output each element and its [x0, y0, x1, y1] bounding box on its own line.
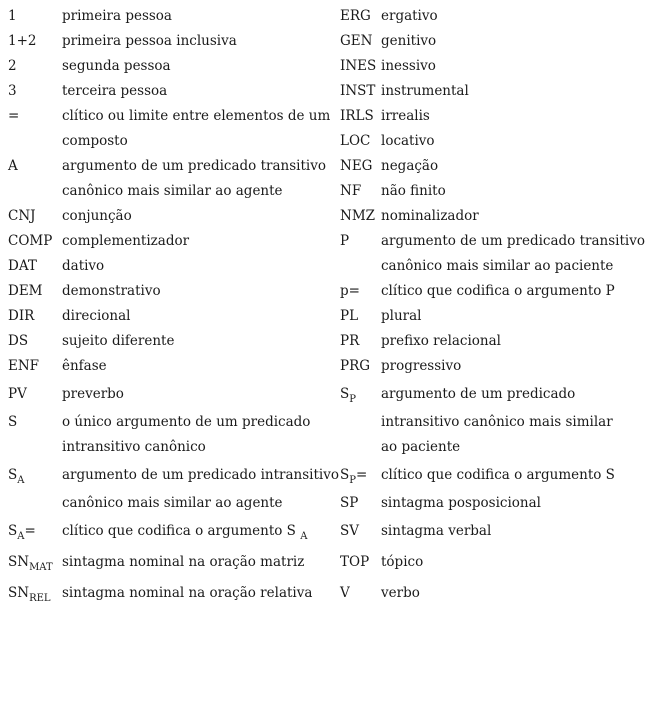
list-item [8, 578, 338, 609]
list-item [340, 329, 645, 354]
abbreviation: PR [340, 333, 360, 349]
definition: ênfase [62, 358, 107, 374]
definition: sintagma posposicional [381, 495, 541, 511]
list-item [8, 547, 338, 578]
definition-continued: intransitivo canônico [62, 439, 206, 455]
definition: clítico que codifica o argumento S [381, 467, 615, 483]
abbreviation: P [340, 233, 350, 249]
definition: clítico que codifica o argumento S $_A$ [62, 523, 308, 542]
definition: direcional [62, 308, 131, 324]
right-column [340, 4, 645, 609]
abbreviation: TOP [340, 554, 370, 570]
abbreviation: INES [340, 58, 377, 74]
definition-continued: canônico mais similar ao agente [62, 183, 283, 199]
definition: plural [381, 308, 422, 324]
definition: complementizador [62, 233, 190, 249]
list-item [340, 29, 645, 54]
subscript: A [300, 531, 308, 542]
abbreviation: DEM [8, 283, 43, 299]
definition: clítico que codifica o argumento P [381, 283, 615, 299]
definition: nominalizador [381, 208, 479, 224]
list-item [8, 254, 338, 279]
list-item [8, 516, 338, 547]
abbreviation: GEN [340, 33, 373, 49]
definition-continued: ao paciente [381, 439, 461, 455]
definition: inessivo [381, 58, 436, 74]
definition: o único argumento de um predicado [62, 414, 311, 430]
abbreviation: DS [8, 333, 29, 349]
abbreviation: = [8, 108, 20, 124]
list-item [8, 154, 338, 204]
list-item [340, 547, 645, 578]
list-item [340, 229, 645, 279]
subscript: A [17, 531, 25, 542]
subscript: P [349, 475, 356, 486]
subscript: A [17, 475, 25, 486]
list-item [8, 304, 338, 329]
abbreviation: NEG [340, 158, 373, 174]
list-item [340, 104, 645, 129]
definition: preverbo [62, 386, 124, 402]
abbreviation: S [8, 414, 18, 430]
list-item [8, 329, 338, 354]
list-item [8, 54, 338, 79]
list-item [8, 410, 338, 460]
definition: sintagma nominal na oração matriz [62, 554, 305, 570]
definition: argumento de um predicado [381, 386, 576, 402]
abbreviation: ENF [8, 358, 40, 374]
left-column [8, 4, 338, 609]
abbreviation: NMZ [340, 208, 376, 224]
definition: sintagma nominal na oração relativa [62, 585, 313, 601]
definition: argumento de um predicado transitivo [62, 158, 326, 174]
abbreviation: COMP [8, 233, 53, 249]
abbreviation: IRLS [340, 108, 374, 124]
list-item [340, 516, 645, 547]
list-item [340, 304, 645, 329]
list-item [340, 491, 645, 516]
definition-continued: intransitivo canônico mais similar [381, 414, 613, 430]
list-item [8, 354, 338, 379]
definition: verbo [381, 585, 420, 601]
definition: não finito [381, 183, 446, 199]
subscript: MAT [29, 562, 53, 573]
abbreviation: DIR [8, 308, 35, 324]
list-item [8, 229, 338, 254]
abbreviation: SP [340, 495, 359, 511]
list-item [8, 460, 338, 516]
abbreviation: 1+2 [8, 33, 37, 49]
list-item [340, 154, 645, 179]
definition: genitivo [381, 33, 437, 49]
definition: terceira pessoa [62, 83, 168, 99]
definition: tópico [381, 554, 424, 570]
definition-continued: canônico mais similar ao paciente [381, 258, 614, 274]
list-item [340, 54, 645, 79]
definition: locativo [381, 133, 435, 149]
abbreviation: V [340, 585, 350, 601]
list-item [340, 179, 645, 204]
list-item [340, 379, 645, 460]
list-item [340, 129, 645, 154]
definition: conjunção [62, 208, 132, 224]
abbreviation: $SN_{MAT}$ [8, 554, 53, 573]
list-item [340, 4, 645, 29]
definition: progressivo [381, 358, 462, 374]
definition: dativo [62, 258, 105, 274]
abbreviation: $S_P=$ [340, 467, 368, 486]
definition: sujeito diferente [62, 333, 175, 349]
subscript: P [349, 394, 356, 405]
definition: clítico ou limite entre elementos de um [62, 108, 331, 124]
abbreviation: 2 [8, 58, 17, 74]
abbreviation: 3 [8, 83, 17, 99]
list-item [8, 29, 338, 54]
subscript: REL [29, 593, 51, 604]
abbreviation: $SN_{REL}$ [8, 585, 51, 604]
abbreviation: SV [340, 523, 359, 539]
list-item [8, 204, 338, 229]
definition: negação [381, 158, 439, 174]
definition: ergativo [381, 8, 438, 24]
list-item [8, 379, 338, 410]
list-item [340, 204, 645, 229]
definition: demonstrativo [62, 283, 161, 299]
definition: argumento de um predicado intransitivo [62, 467, 339, 483]
abbreviation: $S_A=$ [8, 523, 36, 542]
definition-continued: canônico mais similar ao agente [62, 495, 283, 511]
list-item [8, 4, 338, 29]
abbreviation: 1 [8, 8, 17, 24]
list-item [340, 79, 645, 104]
abbreviation: NF [340, 183, 362, 199]
abbreviation: DAT [8, 258, 37, 274]
abbreviation: INST [340, 83, 376, 99]
list-item [340, 279, 645, 304]
definition: segunda pessoa [62, 58, 171, 74]
abbreviation: PV [8, 386, 27, 402]
list-item [340, 578, 645, 609]
abbreviation: LOC [340, 133, 371, 149]
definition: irrealis [381, 108, 430, 124]
abbreviation: A [8, 158, 18, 174]
list-item [8, 79, 338, 104]
definition: sintagma verbal [381, 523, 492, 539]
abbreviation: p= [340, 283, 360, 299]
definition: primeira pessoa inclusiva [62, 33, 237, 49]
definition: primeira pessoa [62, 8, 172, 24]
definition-continued: composto [62, 133, 128, 149]
list-item [8, 279, 338, 304]
definition: instrumental [381, 83, 469, 99]
list-item [340, 460, 645, 491]
abbreviation: ERG [340, 8, 371, 24]
definition: argumento de um predicado transitivo [381, 233, 645, 249]
abbreviation: PL [340, 308, 359, 324]
abbreviation: CNJ [8, 208, 36, 224]
abbreviation: PRG [340, 358, 371, 374]
definition: prefixo relacional [381, 333, 501, 349]
list-item [8, 104, 338, 154]
list-item [340, 354, 645, 379]
abbreviation: $S_A$ [8, 467, 25, 486]
abbreviation: $S_P$ [340, 386, 356, 405]
